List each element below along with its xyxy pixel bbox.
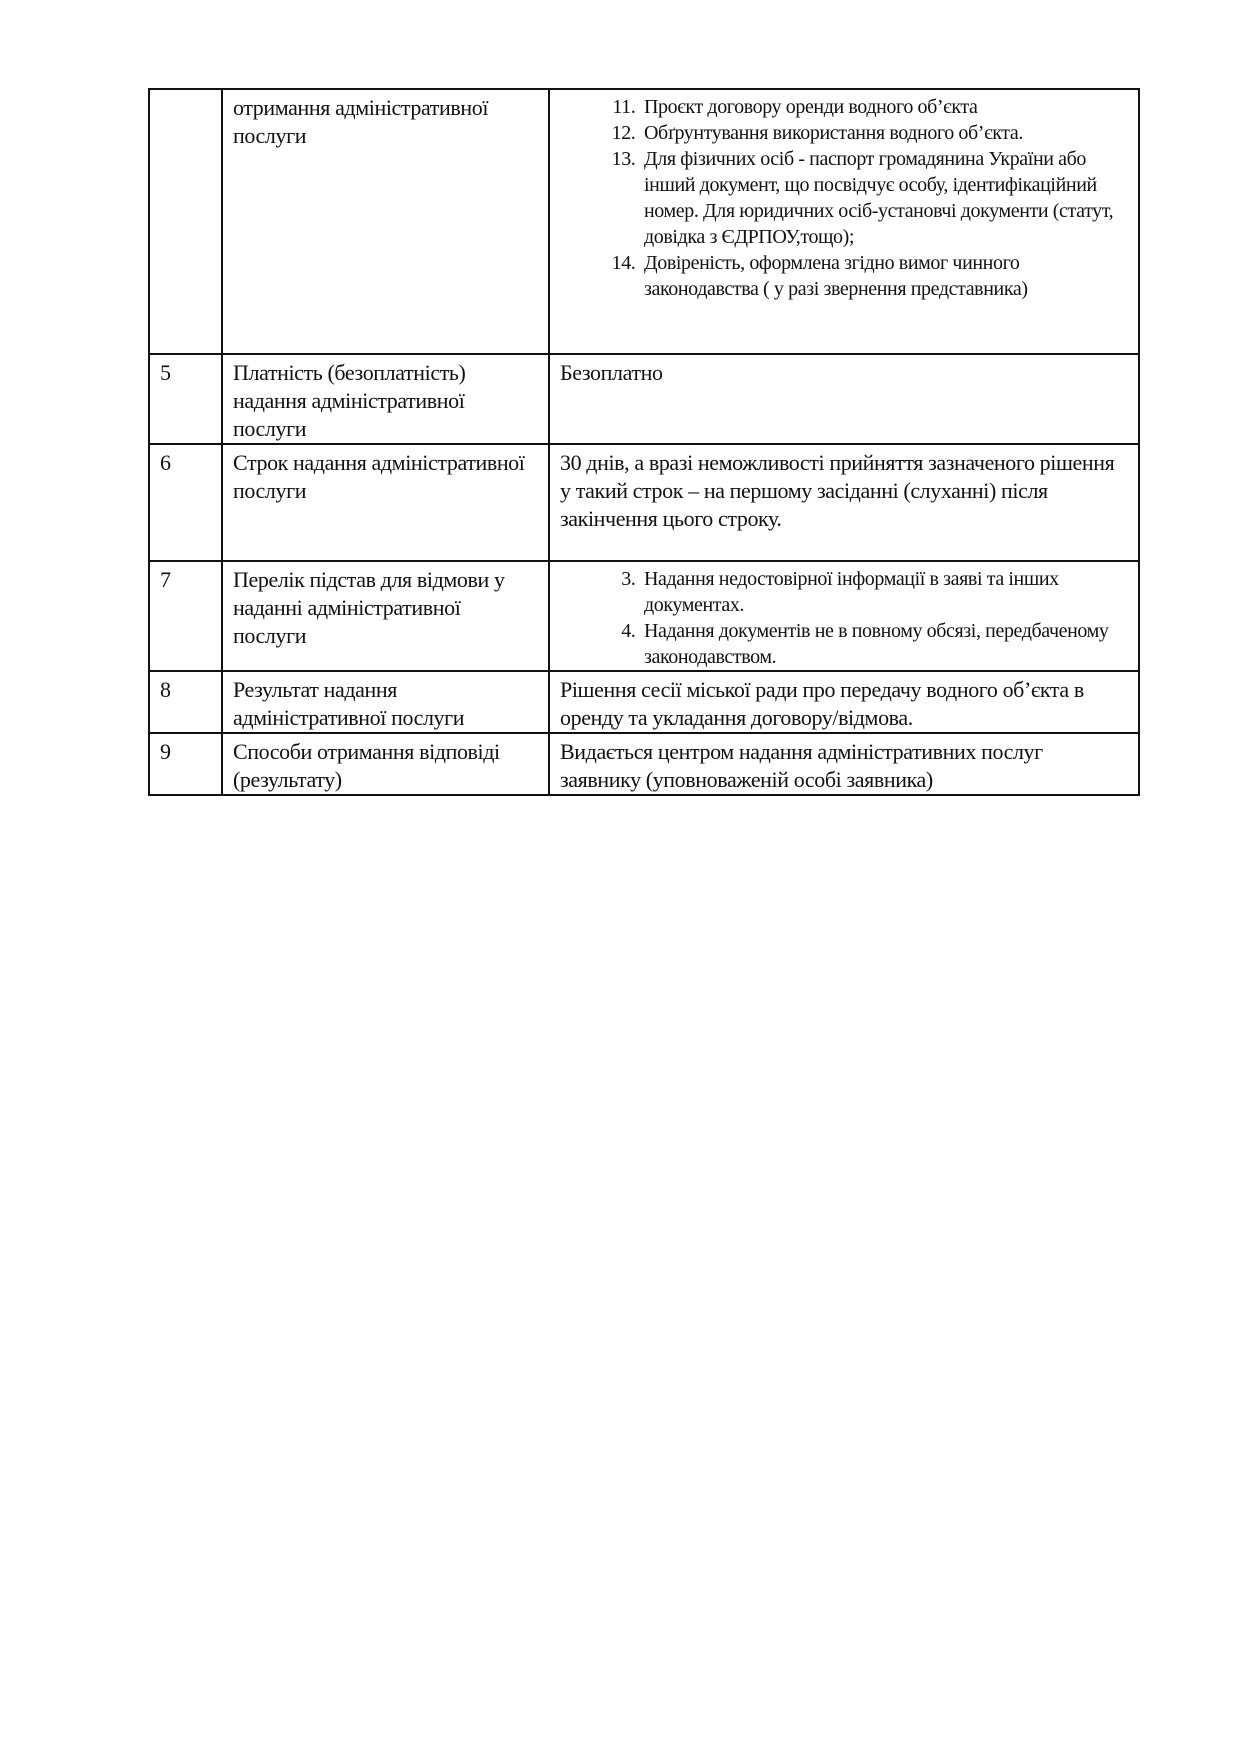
row-value: Безоплатно [549, 354, 1139, 444]
refusal-reasons-list [560, 566, 1128, 670]
row-number [149, 89, 222, 354]
table-row [149, 733, 1139, 795]
row-value: 30 днів, а вразі неможливості прийняття зазначеного рішення у такий строк – на першому засіданні (слуханні) після закінчення цього строку. [549, 444, 1139, 561]
row-value: Видається центром надання адміністративних послуг заявнику (уповноваженій особі заявника) [549, 733, 1139, 795]
row-title: Способи отримання відповіді (результату) [222, 733, 549, 795]
table-row [149, 354, 1139, 444]
row-title: Результат надання адміністративної послуги [222, 671, 549, 733]
row-number: 9 [149, 733, 222, 795]
table-row [149, 561, 1139, 671]
list-item: 3. Надання недостовірної інформації в заяві та інших документах. [640, 566, 1128, 618]
table-row [149, 444, 1139, 561]
service-info-table [148, 88, 1140, 796]
list-item: 4. Надання документів не в повному обсязі, передбаченому законодавством. [640, 618, 1128, 670]
list-item: 14. Довіреність, оформлена згідно вимог чинного законодавства ( у разі звернення представника) [640, 250, 1128, 302]
row-number: 7 [149, 561, 222, 671]
row-value [549, 89, 1139, 354]
list-item: 11. Проєкт договору оренди водного об’єкта [640, 94, 1128, 120]
documents-list [560, 94, 1128, 302]
row-number: 6 [149, 444, 222, 561]
list-item: 13. Для фізичних осіб - паспорт громадянина України або інший документ, що посвідчує особу, ідентифікаційний номер. Для юридичних осіб-установчі документи (статут, довідка з ЄДРПОУ,тощо); [640, 146, 1128, 250]
row-number: 5 [149, 354, 222, 444]
row-title: Строк надання адміністративної послуги [222, 444, 549, 561]
row-title: отримання адміністративної послуги [222, 89, 549, 354]
table-row [149, 671, 1139, 733]
row-title: Платність (безоплатність) надання адміністративної послуги [222, 354, 549, 444]
row-value: Рішення сесії міської ради про передачу водного об’єкта в оренду та укладання договору/відмова. [549, 671, 1139, 733]
row-number: 8 [149, 671, 222, 733]
row-value [549, 561, 1139, 671]
table-row [149, 89, 1139, 354]
list-item: 12. Обґрунтування використання водного об’єкта. [640, 120, 1128, 146]
row-title: Перелік підстав для відмови у наданні адміністративної послуги [222, 561, 549, 671]
